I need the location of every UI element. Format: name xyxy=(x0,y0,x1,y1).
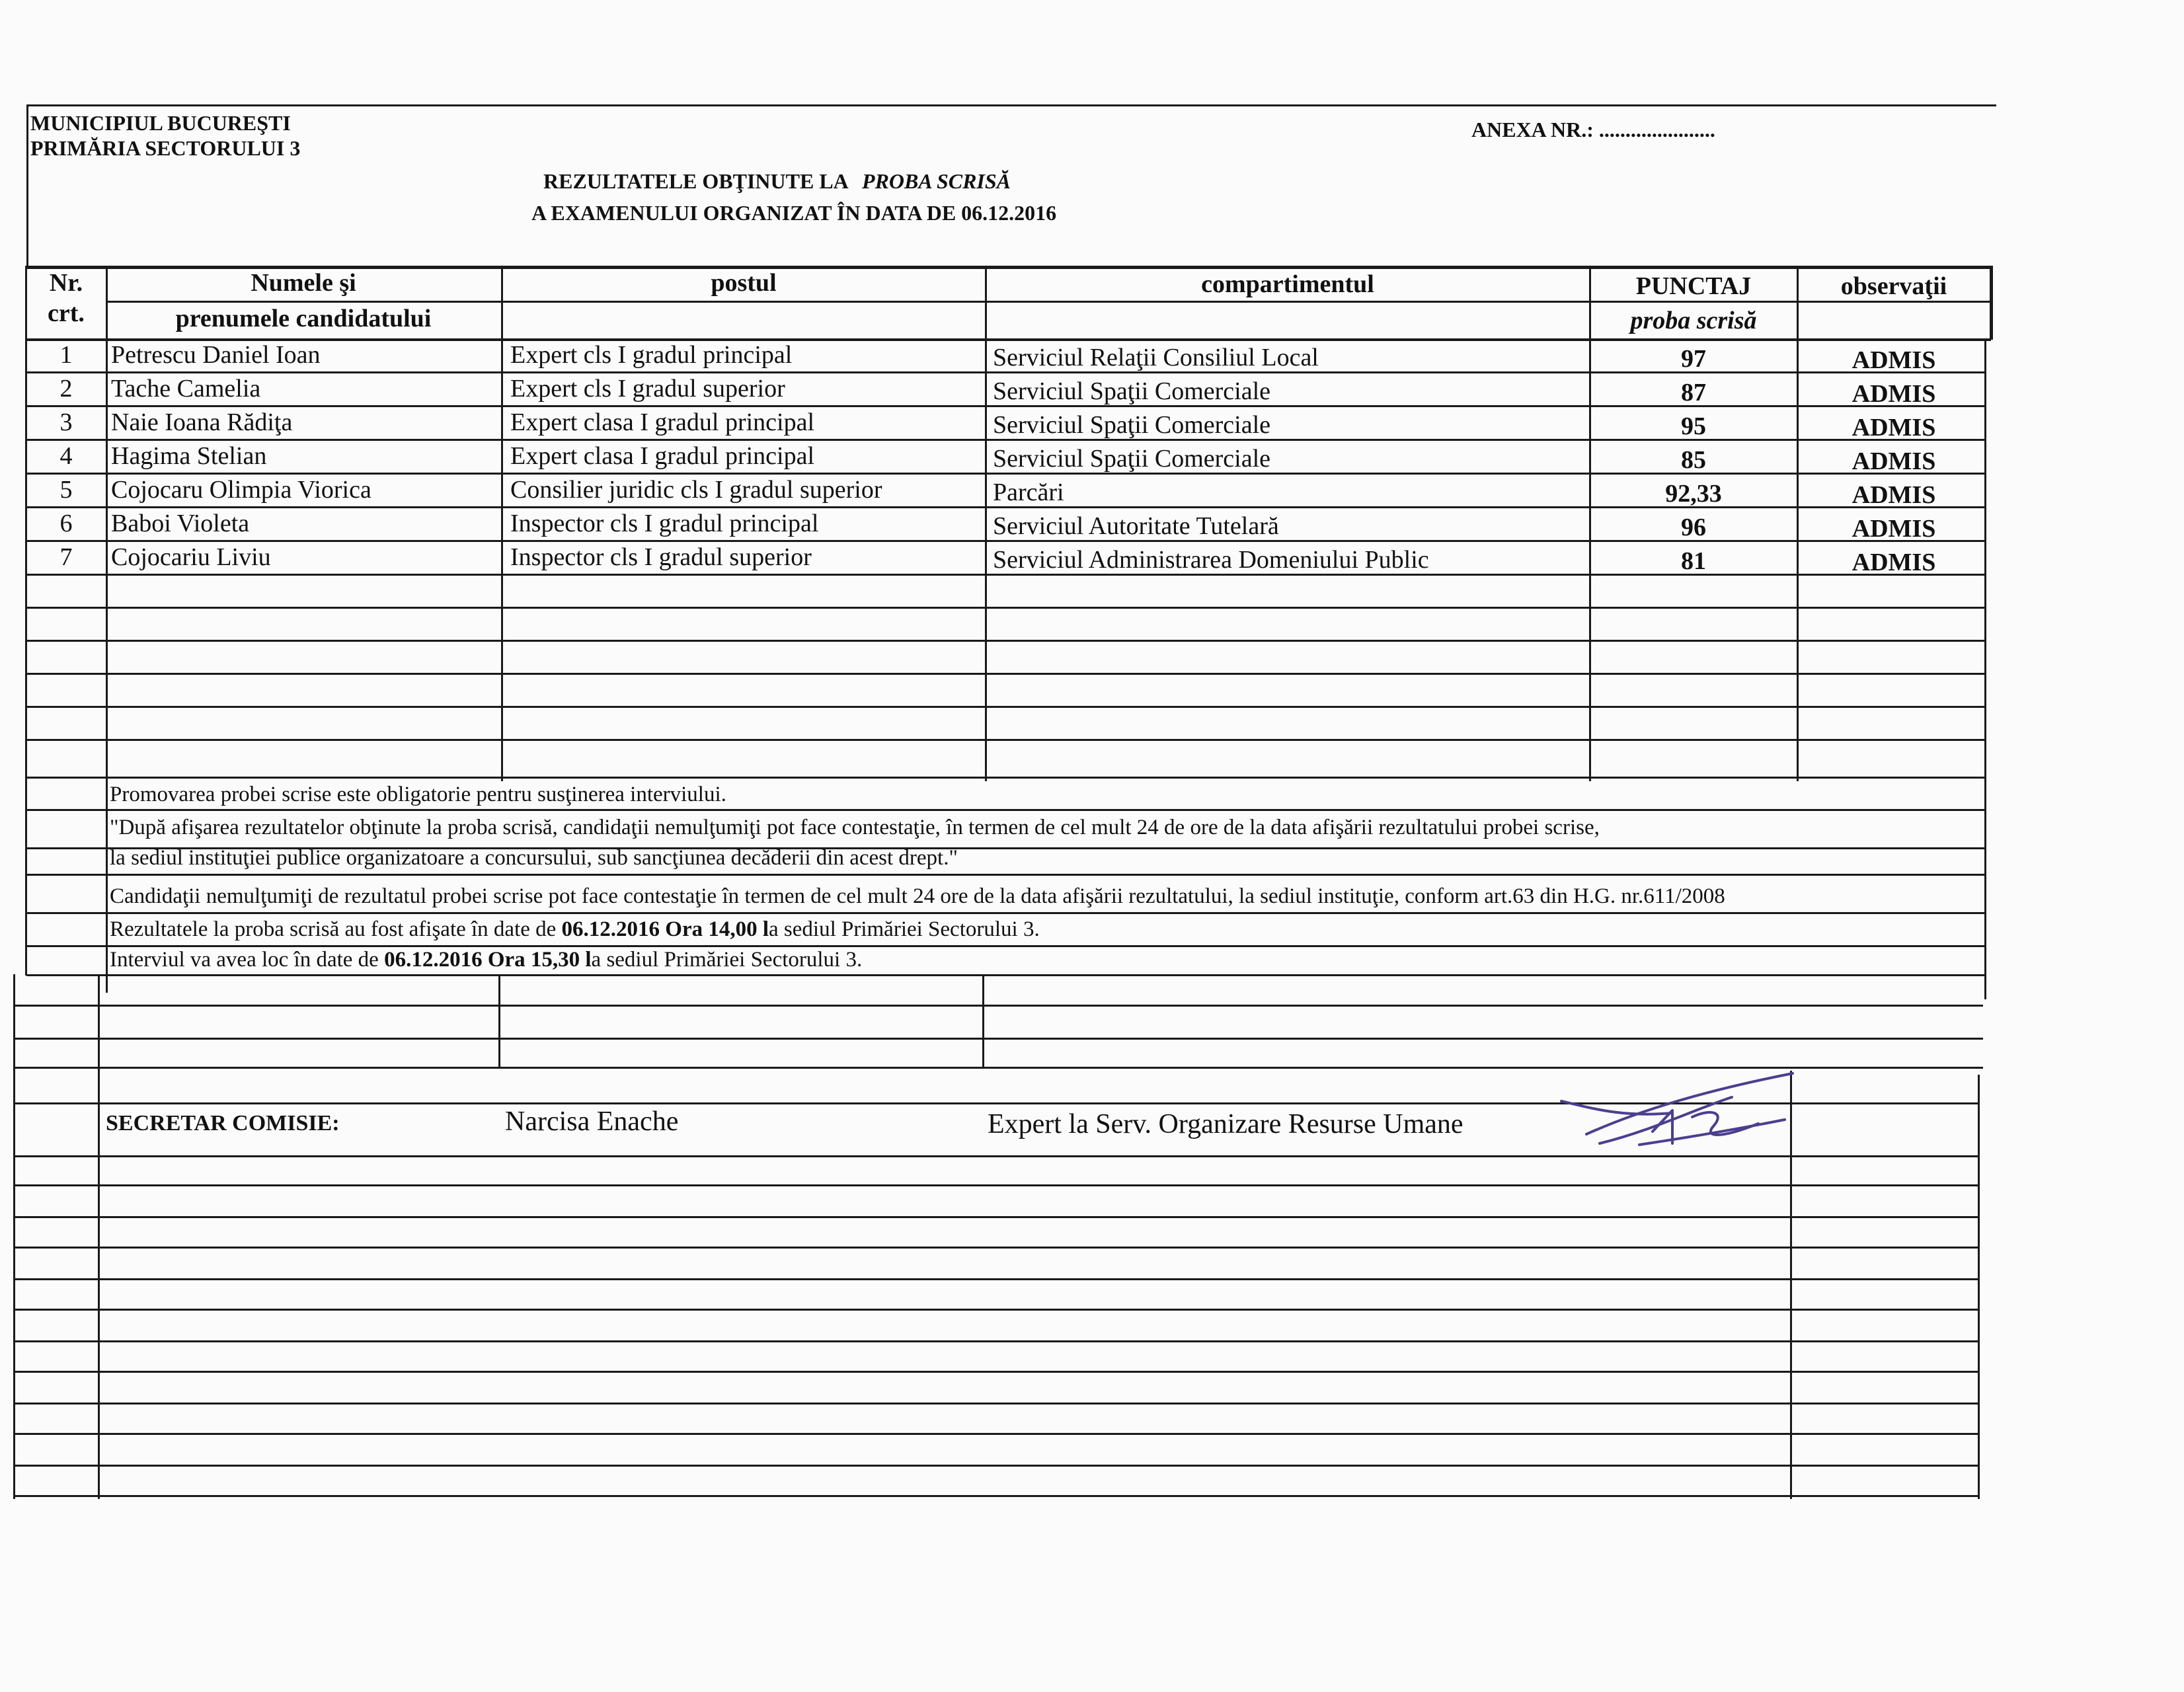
row-dept: Serviciul Administrarea Domeniului Public xyxy=(993,546,1429,574)
lower-row-line xyxy=(13,1371,1980,1373)
signature-label: SECRETAR COMISIE: xyxy=(106,1111,340,1135)
row-post: Inspector cls I gradul principal xyxy=(510,510,819,537)
row-name: Naie Ioana Rădiţa xyxy=(111,408,293,436)
col-header-name-line1: Numele şi xyxy=(251,269,356,297)
row-obs: ADMIS xyxy=(1852,481,1936,509)
note-results-suffix: a sediul Primăriei Sectorului 3. xyxy=(769,917,1040,941)
lower-row-line xyxy=(13,1278,1980,1280)
signature-name: Narcisa Enache xyxy=(505,1106,679,1137)
row-post: Expert clasa I gradul principal xyxy=(510,408,815,436)
signature-role: Expert la Serv. Organizare Resurse Umane xyxy=(988,1109,1463,1139)
col-header-score: PUNCTAJ xyxy=(1635,272,1752,300)
note-interview xyxy=(110,945,862,974)
row-score: 85 xyxy=(1681,446,1706,474)
note-interview-suffix: a sediul Primăriei Sectorului 3. xyxy=(591,948,863,972)
row-dept: Serviciul Spaţii Comerciale xyxy=(993,445,1271,473)
note-line xyxy=(26,974,1984,976)
row-nr: 5 xyxy=(59,476,73,504)
row-obs: ADMIS xyxy=(1852,447,1936,475)
row-obs: ADMIS xyxy=(1852,515,1936,543)
col-sep-2 xyxy=(501,266,503,781)
row-dept: Serviciul Autoritate Tutelară xyxy=(993,512,1279,540)
col-sep-3 xyxy=(985,266,987,781)
row-nr: 2 xyxy=(59,375,73,403)
row-score: 95 xyxy=(1681,412,1706,440)
row-score: 87 xyxy=(1681,379,1706,406)
empty-row-line xyxy=(26,673,1984,675)
row-name: Cojocariu Liviu xyxy=(111,543,271,571)
lower-left-border xyxy=(13,974,15,1499)
note-results-posted xyxy=(110,915,1040,944)
lower-right-border xyxy=(1978,1075,1980,1499)
row-nr: 7 xyxy=(59,543,73,571)
row-post: Expert clasa I gradul principal xyxy=(510,442,815,470)
top-rule xyxy=(26,104,1996,106)
note-interview-datetime: 06.12.2016 Ora 15,30 l xyxy=(384,948,592,972)
row-score: 96 xyxy=(1681,514,1706,541)
note-results-datetime: 06.12.2016 Ora 14,00 l xyxy=(561,917,769,941)
row-name: Baboi Violeta xyxy=(111,510,250,537)
table-right-border-header xyxy=(1990,266,1993,340)
row-nr: 4 xyxy=(59,442,73,470)
lower-row-line xyxy=(13,1340,1980,1342)
row-nr: 6 xyxy=(59,510,73,537)
empty-row-line xyxy=(26,777,1984,779)
title-emph: PROBA SCRISĂ xyxy=(862,169,1011,193)
row-post: Consilier juridic cls I gradul superior xyxy=(510,476,882,504)
row-nr: 1 xyxy=(59,341,73,369)
col-header-nr-line1: Nr. xyxy=(49,269,83,297)
institution-line1: MUNICIPIUL BUCUREŞTI xyxy=(30,111,291,135)
row-dept: Serviciul Relaţii Consiliul Local xyxy=(993,344,1319,371)
row-score: 97 xyxy=(1681,345,1706,373)
empty-row-line xyxy=(26,739,1984,741)
title-prefix: REZULTATELE OBŢINUTE LA xyxy=(543,169,848,193)
row-post: Expert cls I gradul superior xyxy=(510,375,785,403)
row-name: Cojocaru Olimpia Viorica xyxy=(111,476,371,504)
row-post: Expert cls I gradul principal xyxy=(510,341,793,369)
annex-label: ANEXA NR.: ...................... xyxy=(1471,118,1715,141)
note-contest-line2: la sediul instituţiei publice organizatoare a concursului, sub sancţiunea decăderii din acest drept." xyxy=(110,846,958,870)
lower-col-sep-2 xyxy=(498,974,500,1067)
empty-row-line xyxy=(26,640,1984,642)
col-header-post: postul xyxy=(711,269,777,297)
note-contest-legal: Candidaţii nemulţumiţi de rezultatul probei scrise pot face contestaţie în termen de cel mult 24 ore de la data afişării rezultatului, la sediul instituţie, conform art.63 din H.G. nr.611/2008 xyxy=(110,884,1725,908)
institution-line2: PRIMĂRIA SECTORULUI 3 xyxy=(30,136,301,160)
lower-row-line xyxy=(13,1403,1980,1404)
lower-row-line xyxy=(13,1067,1983,1069)
lower-row-line xyxy=(13,1495,1980,1497)
row-dept: Parcări xyxy=(993,479,1064,506)
note-contest-line1: "După afişarea rezultatelor obţinute la proba scrisă, candidaţii nemulţumiţi pot face contestaţie, în termen de cel mult 24 de ore de la data afişării rezultatului probei scrise, xyxy=(110,816,1600,839)
lower-row-line xyxy=(13,1038,1983,1040)
col-header-nr xyxy=(26,268,106,328)
row-score: 81 xyxy=(1681,547,1706,575)
page-title-line1 xyxy=(543,168,1011,194)
lower-col-sep-3 xyxy=(982,974,984,1067)
col-header-dept: compartimentul xyxy=(1201,270,1374,298)
page-title-line2: A EXAMENULUI ORGANIZAT ÎN DATA DE 06.12.2016 xyxy=(531,201,1057,225)
row-dept: Serviciul Spaţii Comerciale xyxy=(993,377,1271,405)
row-post: Inspector cls I gradul superior xyxy=(510,543,812,571)
handwritten-signature xyxy=(1560,1071,1798,1163)
note-mandatory: Promovarea probei scrise este obligatorie pentru susţinerea interviului. xyxy=(110,783,726,806)
col-header-nr-line2: crt. xyxy=(48,299,85,327)
row-obs: ADMIS xyxy=(1852,549,1936,576)
lower-row-line xyxy=(13,1433,1980,1435)
row-obs: ADMIS xyxy=(1852,414,1936,442)
row-name: Hagima Stelian xyxy=(111,442,267,470)
row-obs: ADMIS xyxy=(1852,380,1936,408)
note-results-prefix: Rezultatele la proba scrisă au fost afişate în date de xyxy=(110,917,562,941)
row-score: 92,33 xyxy=(1665,480,1722,508)
row-nr: 3 xyxy=(59,408,73,436)
row-dept: Serviciul Spaţii Comerciale xyxy=(993,411,1271,439)
row-name: Tache Camelia xyxy=(111,375,261,403)
note-line xyxy=(26,912,1984,914)
lower-row-line xyxy=(13,1184,1980,1186)
row-name: Petrescu Daniel Ioan xyxy=(111,341,321,369)
left-rule-top xyxy=(26,104,28,266)
col-sep-1 xyxy=(106,266,108,993)
lower-row-line xyxy=(13,1309,1980,1311)
col-header-obs: observaţii xyxy=(1840,272,1947,300)
row-obs: ADMIS xyxy=(1852,346,1936,374)
lower-row-line xyxy=(13,1216,1980,1218)
note-line xyxy=(26,809,1984,811)
lower-col-sep-1 xyxy=(98,974,100,1499)
empty-row-line xyxy=(26,607,1984,609)
col-header-name-line2: prenumele candidatului xyxy=(175,305,432,332)
lower-row-line xyxy=(13,1005,1983,1007)
note-line xyxy=(26,874,1984,876)
note-interview-prefix: Interviul va avea loc în date de xyxy=(110,948,385,972)
empty-row-line xyxy=(26,706,1984,708)
lower-row-line xyxy=(13,1247,1980,1249)
col-header-score-sub: proba scrisă xyxy=(1630,307,1757,334)
lower-row-line xyxy=(13,1465,1980,1467)
